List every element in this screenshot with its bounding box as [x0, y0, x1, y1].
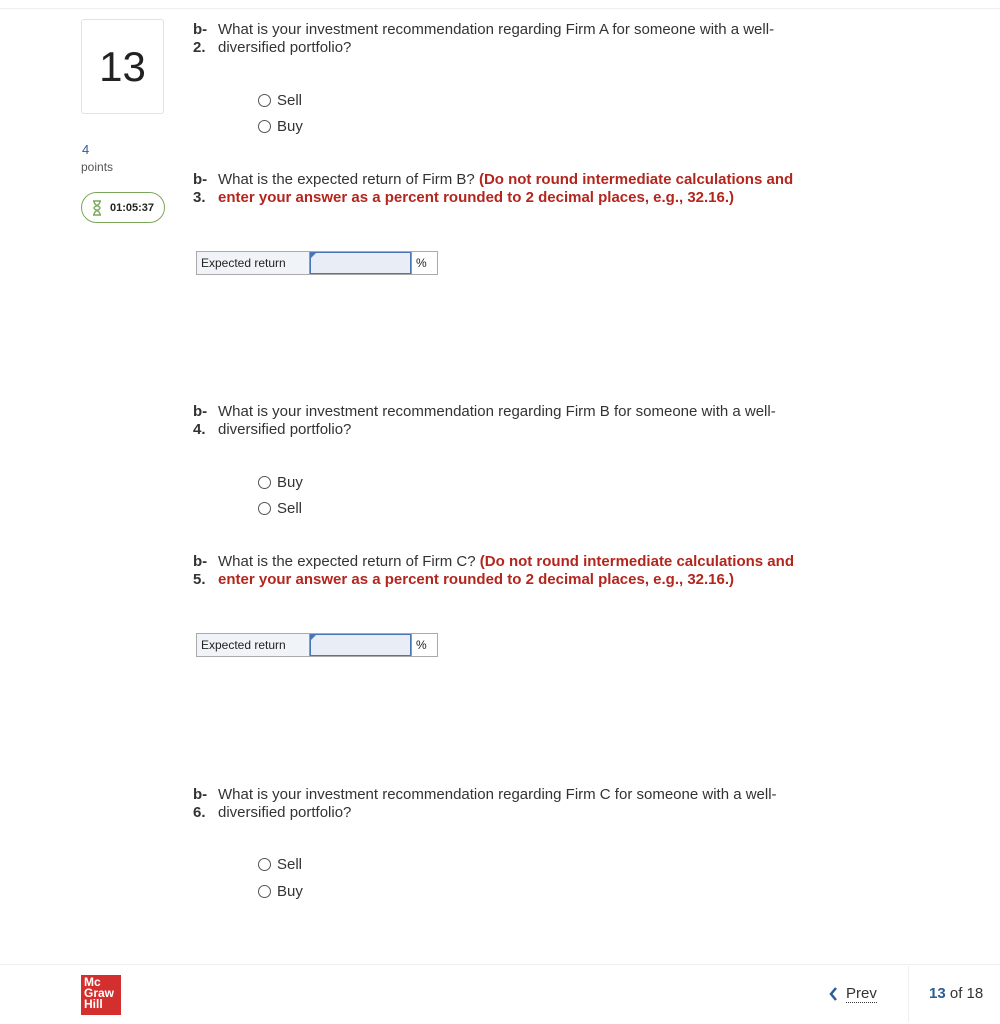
- chevron-left-icon: [829, 987, 838, 1001]
- answer-unit: %: [411, 634, 437, 656]
- expected-return-input[interactable]: [310, 252, 411, 274]
- question-b5: [193, 553, 833, 589]
- points-value: 4: [82, 142, 90, 157]
- timer: [81, 192, 165, 223]
- question-label: b- 3.: [193, 171, 208, 206]
- radio-button[interactable]: [258, 120, 271, 133]
- total-pages: 18: [966, 985, 984, 1002]
- answer-label: Expected return: [197, 252, 310, 274]
- radio-button[interactable]: [258, 885, 271, 898]
- question-text: What is the expected return of Firm C? (Do not round intermediate calculations and enter your answer as a percent rounded to 2 decimal places, e.g., 32.16.): [218, 553, 794, 588]
- timer-text: 01:05:37: [110, 201, 155, 214]
- question-text: What is your investment recommendation regarding Firm C for someone with a well- diversified portfolio?: [218, 786, 777, 821]
- question-text: What is your investment recommendation regarding Firm A for someone with a well- diversified portfolio?: [218, 21, 775, 56]
- question-b6: [193, 786, 833, 822]
- radio-button[interactable]: [258, 502, 271, 515]
- question-text: What is the expected return of Firm B? (Do not round intermediate calculations and enter your answer as a percent rounded to 2 decimal places, e.g., 32.16.): [218, 171, 794, 206]
- radio-option-sell[interactable]: Sell: [258, 856, 302, 873]
- page-indicator[interactable]: [929, 985, 983, 1002]
- footer-divider: [0, 964, 1000, 965]
- question-label: b- 2.: [193, 21, 208, 56]
- radio-option-sell[interactable]: Sell: [258, 500, 302, 517]
- points-label: points: [81, 160, 114, 174]
- flag-icon: [311, 635, 316, 640]
- radio-option-buy[interactable]: Buy: [258, 118, 303, 135]
- hourglass-icon: [92, 200, 102, 216]
- question-label: b- 5.: [193, 553, 208, 588]
- radio-button[interactable]: [258, 94, 271, 107]
- expected-return-input[interactable]: [310, 634, 411, 656]
- expected-return-field[interactable]: [311, 253, 410, 273]
- of-label: of: [949, 985, 963, 1002]
- question-b4: [193, 403, 833, 439]
- top-divider: [0, 8, 1000, 9]
- answer-row-firm-b: [196, 251, 438, 275]
- prev-button[interactable]: [829, 985, 877, 1003]
- radio-button[interactable]: [258, 476, 271, 489]
- question-b3: [193, 171, 833, 207]
- answer-unit: %: [411, 252, 437, 274]
- radio-option-buy[interactable]: Buy: [258, 883, 303, 900]
- flag-icon: [311, 253, 316, 258]
- question-text: What is your investment recommendation regarding Firm B for someone with a well- diversified portfolio?: [218, 403, 776, 438]
- question-label: b- 6.: [193, 786, 208, 821]
- footer-separator: [908, 966, 909, 1022]
- question-b2: [193, 21, 833, 57]
- answer-row-firm-c: [196, 633, 438, 657]
- expected-return-field[interactable]: [311, 635, 410, 655]
- answer-label: Expected return: [197, 634, 310, 656]
- prev-label: Prev: [846, 985, 877, 1002]
- mcgraw-hill-logo: Mc Graw Hill: [81, 975, 121, 1015]
- radio-option-sell[interactable]: Sell: [258, 92, 302, 109]
- question-number: 13: [81, 19, 164, 114]
- current-page: 13: [929, 985, 946, 1002]
- radio-option-buy[interactable]: Buy: [258, 474, 303, 491]
- question-label: b- 4.: [193, 403, 208, 438]
- radio-button[interactable]: [258, 858, 271, 871]
